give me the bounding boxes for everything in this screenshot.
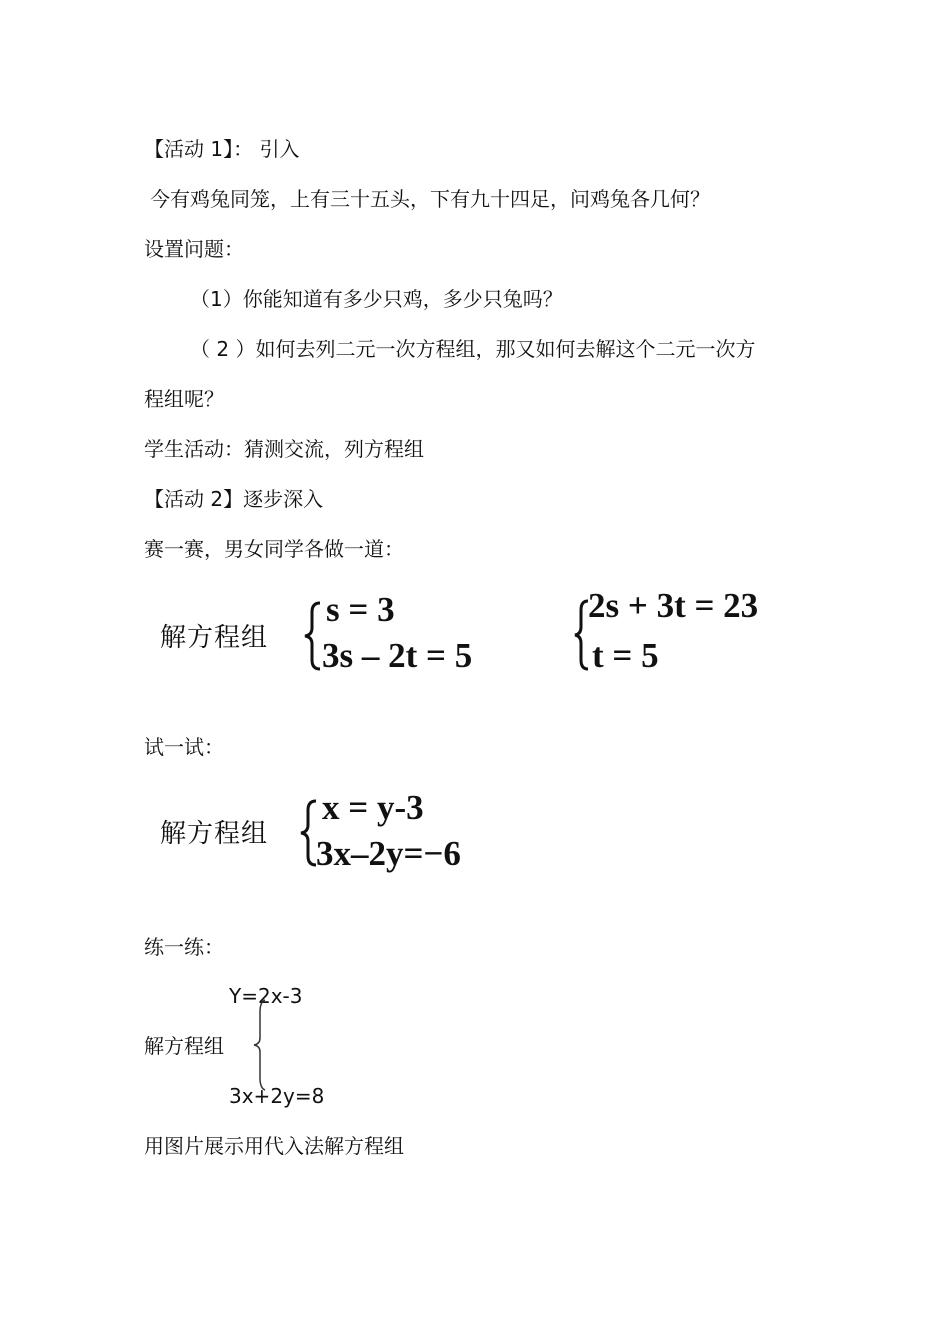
try-label: 试一试： <box>144 735 224 759</box>
activity2-heading: 【活动 2】逐步深入 <box>144 487 324 511</box>
system4-label: 解方程组 <box>144 1034 224 1058</box>
system3-eq2: 3x–2y=−6 <box>316 834 461 873</box>
system2-eq1: 2s + 3t = 23 <box>588 586 759 625</box>
activity1-heading: 【活动 1】： 引入 <box>144 137 300 161</box>
system1-label: 解方程组 <box>160 623 269 653</box>
questions-label: 设置问题： <box>144 237 244 261</box>
student-activity: 学生活动：猜测交流，列方程组 <box>144 437 424 461</box>
system1-eq2: 3s – 2t = 5 <box>322 636 473 675</box>
system1-eq1: s = 3 <box>326 590 395 629</box>
system3-eq1: x = y-3 <box>322 788 424 827</box>
practice-label: 练一练： <box>144 935 224 959</box>
question-2-continued: 程组呢？ <box>144 387 224 411</box>
left-brace-icon <box>252 998 270 1092</box>
system2-eq2: t = 5 <box>592 636 659 675</box>
system4-eq1: Y=2x-3 <box>229 984 303 1008</box>
closing-text: 用图片展示用代入法解方程组 <box>144 1134 404 1158</box>
system3-label: 解方程组 <box>160 819 269 849</box>
contest-label: 赛一赛，男女同学各做一道： <box>144 537 404 561</box>
question-1: （1）你能知道有多少只鸡，多少只兔吗？ <box>190 287 563 311</box>
chicken-rabbit-problem: 今有鸡兔同笼，上有三十五头，下有九十四足，问鸡兔各几何？ <box>150 187 710 211</box>
question-2: （ 2 ）如何去列二元一次方程组，那又如何去解这个二元一次方 <box>190 337 756 361</box>
system4-eq2: 3x+2y=8 <box>229 1084 325 1108</box>
